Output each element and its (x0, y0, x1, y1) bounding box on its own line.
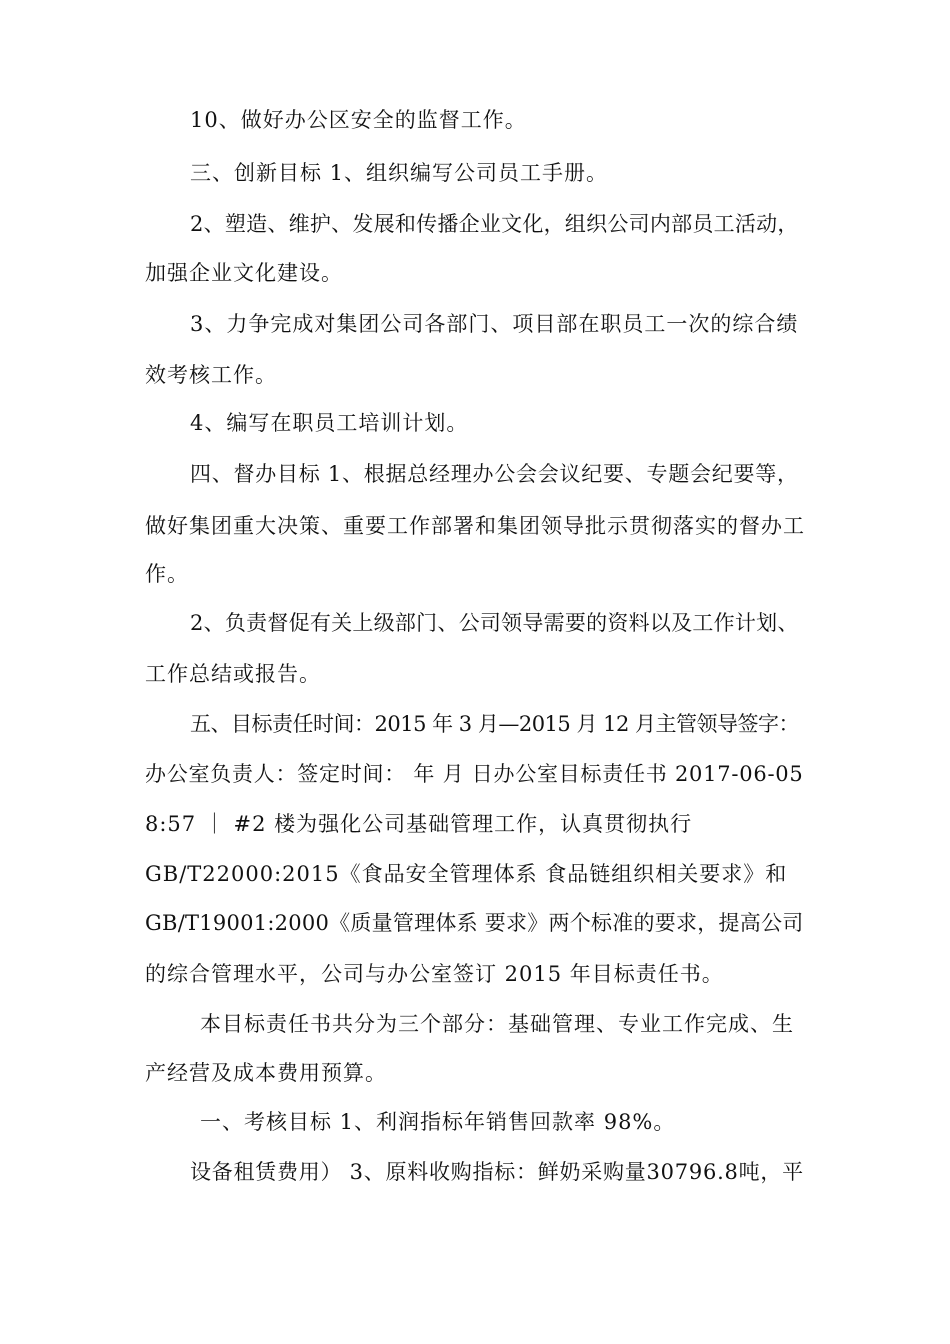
paragraph-line: GB/T19001:2000《质量管理体系 要求》两个标准的要求，提高公司 (145, 911, 804, 935)
paragraph-line: 一、考核目标 1、利润指标年销售回款率 98%。 (200, 1110, 676, 1134)
paragraph-line: 4、编写在职员工培训计划。 (190, 411, 469, 435)
paragraph-line: 2、塑造、维护、发展和传播企业文化，组织公司内部员工活动， (190, 212, 799, 236)
paragraph-line: 办公室负责人：签定时间： 年 月 日办公室目标责任书 2017-06-05 (145, 762, 804, 786)
paragraph-line: 三、创新目标 1、组织编写公司员工手册。 (190, 161, 609, 185)
paragraph-line: 3、力争完成对集团公司各部门、项目部在职员工一次的综合绩 (190, 312, 799, 336)
paragraph-line: 10、做好办公区安全的监督工作。 (190, 108, 527, 132)
paragraph-line: 2、负责督促有关上级部门、公司领导需要的资料以及工作计划、 (190, 611, 799, 635)
paragraph-line: 8:57 ｜ #2 楼为强化公司基础管理工作，认真贯彻执行 (145, 812, 693, 836)
paragraph-line: 工作总结或报告。 (145, 662, 321, 686)
paragraph-line: 做好集团重大决策、重要工作部署和集团领导批示贯彻落实的督办工 (145, 514, 805, 538)
paragraph-line: GB/T22000:2015《食品安全管理体系 食品链组织相关要求》和 (145, 862, 788, 886)
paragraph-line: 四、督办目标 1、根据总经理办公会会议纪要、专题会纪要等， (190, 462, 799, 486)
paragraph-line: 产经营及成本费用预算。 (145, 1061, 387, 1085)
paragraph-line: 作。 (145, 562, 189, 586)
paragraph-line: 五、目标责任时间：2015 年 3 月—2015 月 12 月主管领导签字： (190, 712, 800, 736)
paragraph-line: 设备租赁费用） 3、原料收购指标：鲜奶采购量30796.8吨，平 (190, 1160, 804, 1184)
paragraph-line: 加强企业文化建设。 (145, 261, 343, 285)
paragraph-line: 本目标责任书共分为三个部分：基础管理、专业工作完成、生 (200, 1012, 794, 1036)
paragraph-line: 效考核工作。 (145, 363, 277, 387)
paragraph-line: 的综合管理水平，公司与办公室签订 2015 年目标责任书。 (145, 962, 724, 986)
